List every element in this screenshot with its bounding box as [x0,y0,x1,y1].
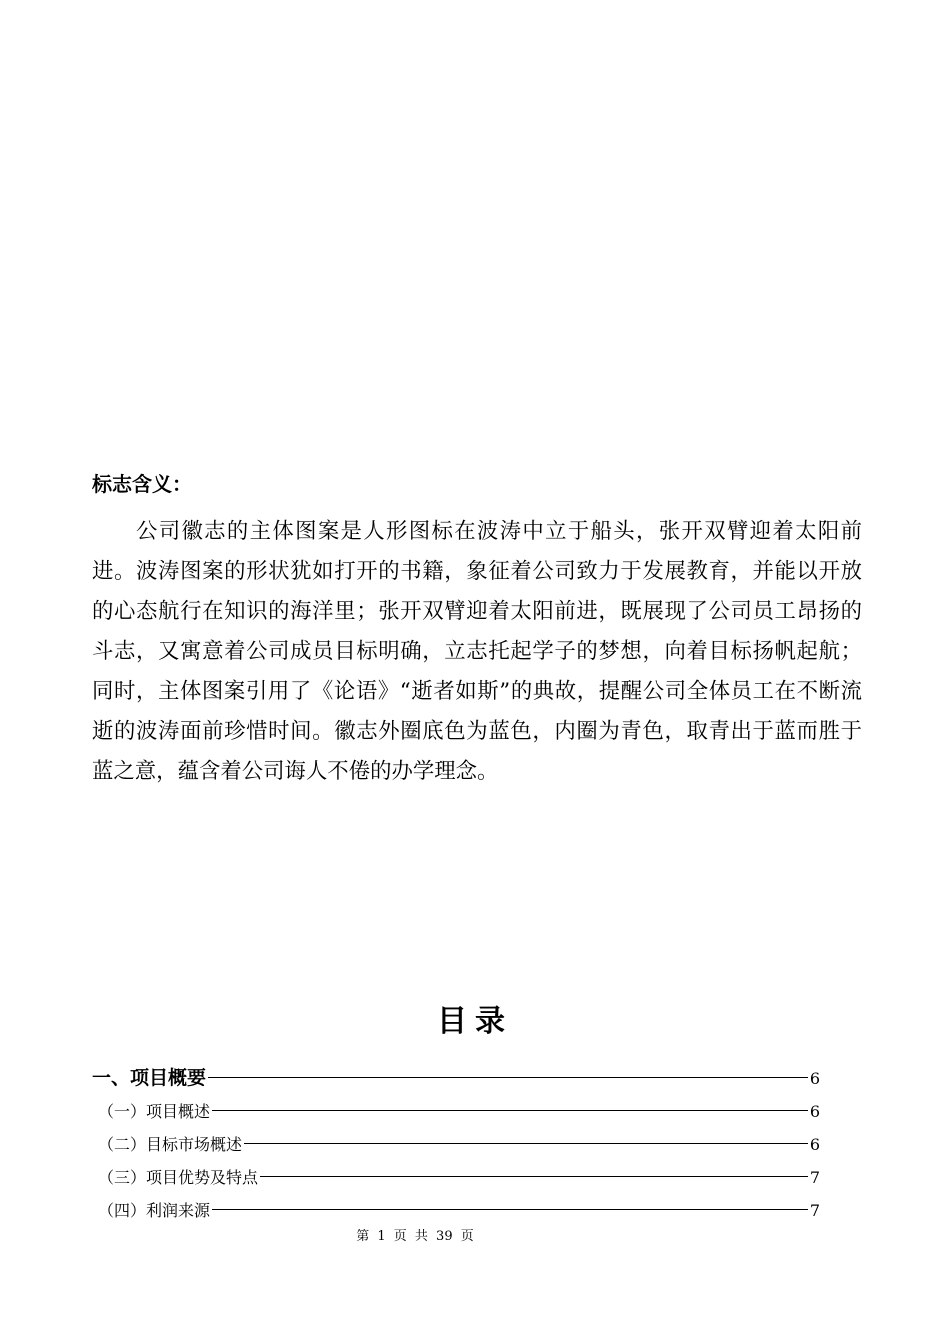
toc-entry-target-market[interactable] [92,1128,820,1161]
toc-entry-page: 7 [809,1168,820,1187]
toc-entry-label: （一）项目概述 [98,1102,211,1121]
toc-entry-page: 7 [809,1201,820,1220]
toc-entry-project-summary[interactable] [92,1062,820,1095]
toc-entry-page: 6 [809,1135,820,1154]
toc-entry-label: （三）项目优势及特点 [98,1168,259,1187]
toc-entry-profit-sources[interactable] [92,1194,820,1227]
toc-leader-line [212,1209,808,1210]
toc-leader-line [212,1110,808,1111]
table-of-contents [92,1062,820,1227]
toc-entry-page: 6 [809,1102,820,1121]
toc-entry-label: （四）利润来源 [98,1201,211,1220]
toc-entry-advantages[interactable] [92,1161,820,1194]
logo-meaning-paragraph: 公司徽志的主体图案是人形图标在波涛中立于船头，张开双臂迎着太阳前进。波涛图案的形状犹如打开的书籍，象征着公司致力于发展教育，并能以开放的心态航行在知识的海洋里；张开双臂迎着太阳前进，既展现了公司员工昂扬的斗志，又寓意着公司成员目标明确，立志托起学子的梦想，向着目标扬帆起航；同时，主体图案引用了《论语》“逝者如斯”的典故，提醒公司全体员工在不断流逝的波涛面前珍惜时间。徽志外圈底色为蓝色，内圈为青色，取青出于蓝而胜于蓝之意，蕴含着公司诲人不倦的办学理念。 [92,519,862,784]
toc-leader-line [208,1077,808,1078]
toc-leader-line [260,1176,808,1177]
toc-entry-label: 一、项目概要 [92,1067,207,1089]
page-footer: 第 1 页 共 39 页 [356,1229,474,1244]
toc-leader-line [244,1143,808,1144]
toc-entry-label: （二）目标市场概述 [98,1135,243,1154]
toc-entry-project-overview[interactable] [92,1095,820,1128]
toc-title: 目录 [437,1004,513,1039]
logo-meaning-heading: 标志含义： [92,472,192,496]
toc-entry-page: 6 [809,1069,820,1088]
